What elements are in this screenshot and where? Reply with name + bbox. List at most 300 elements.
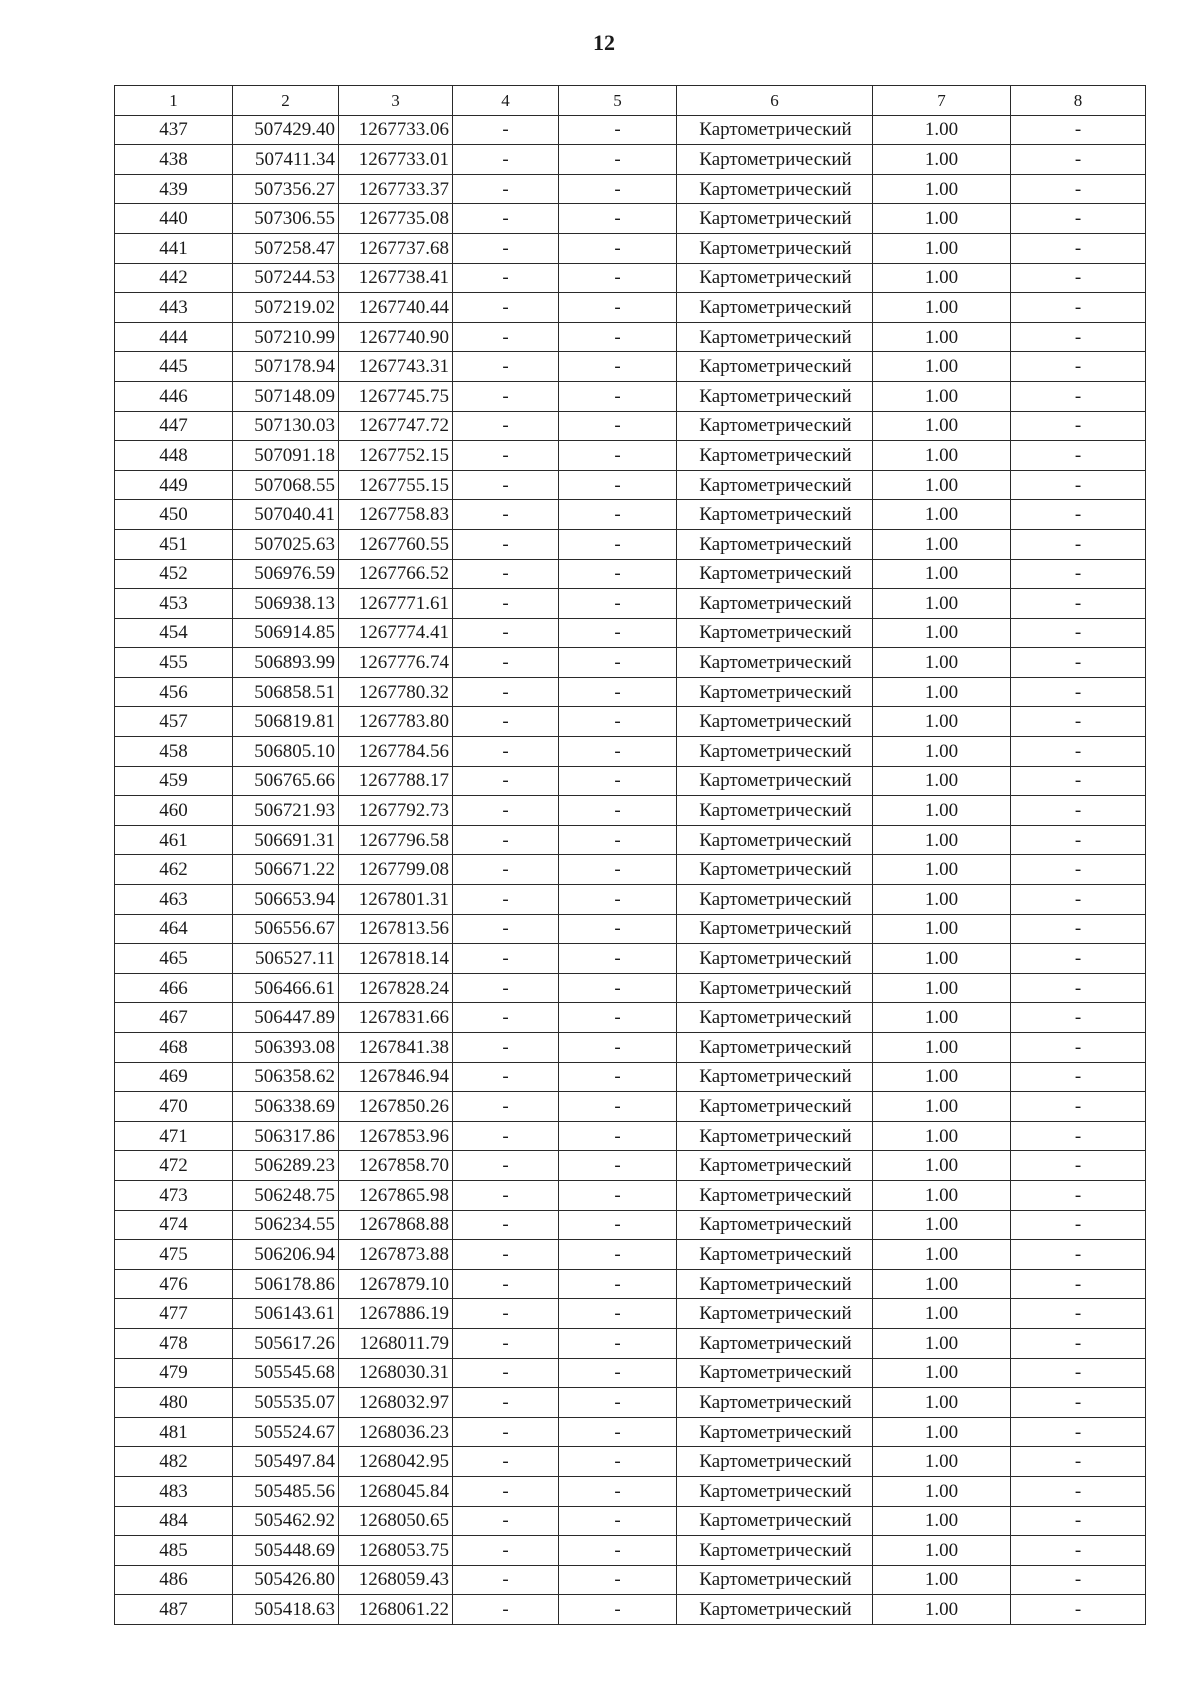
col5-cell: - <box>559 233 677 263</box>
x-coordinate-cell: 506976.59 <box>233 559 339 589</box>
table-row <box>115 1417 1146 1447</box>
accuracy-cell: 1.00 <box>873 766 1011 796</box>
accuracy-cell: 1.00 <box>873 174 1011 204</box>
col8-cell: - <box>1011 1210 1146 1240</box>
x-coordinate-cell: 507148.09 <box>233 381 339 411</box>
accuracy-cell: 1.00 <box>873 411 1011 441</box>
point-number-cell: 471 <box>115 1121 233 1151</box>
col8-cell: - <box>1011 1299 1146 1329</box>
x-coordinate-cell: 505462.92 <box>233 1506 339 1536</box>
col4-cell: - <box>453 1151 559 1181</box>
y-coordinate-cell: 1267760.55 <box>339 529 453 559</box>
col8-cell: - <box>1011 1062 1146 1092</box>
col5-cell: - <box>559 115 677 145</box>
col8-cell: - <box>1011 1565 1146 1595</box>
point-number-cell: 477 <box>115 1299 233 1329</box>
x-coordinate-cell: 506527.11 <box>233 944 339 974</box>
col5-cell: - <box>559 145 677 175</box>
y-coordinate-cell: 1268030.31 <box>339 1358 453 1388</box>
col4-cell: - <box>453 470 559 500</box>
col5-cell: - <box>559 648 677 678</box>
accuracy-cell: 1.00 <box>873 1240 1011 1270</box>
y-coordinate-cell: 1267755.15 <box>339 470 453 500</box>
col8-cell: - <box>1011 145 1146 175</box>
col4-cell: - <box>453 677 559 707</box>
y-coordinate-cell: 1268059.43 <box>339 1565 453 1595</box>
col5-cell: - <box>559 1476 677 1506</box>
point-number-cell: 440 <box>115 204 233 234</box>
point-number-cell: 478 <box>115 1328 233 1358</box>
x-coordinate-cell: 506721.93 <box>233 796 339 826</box>
col8-cell: - <box>1011 1003 1146 1033</box>
point-number-cell: 456 <box>115 677 233 707</box>
col5-cell: - <box>559 1210 677 1240</box>
method-cell: Картометрический <box>677 411 873 441</box>
col8-cell: - <box>1011 204 1146 234</box>
col5-cell: - <box>559 855 677 885</box>
accuracy-cell: 1.00 <box>873 1003 1011 1033</box>
y-coordinate-cell: 1267752.15 <box>339 441 453 471</box>
accuracy-cell: 1.00 <box>873 1180 1011 1210</box>
method-cell: Картометрический <box>677 174 873 204</box>
table-row <box>115 707 1146 737</box>
y-coordinate-cell: 1267846.94 <box>339 1062 453 1092</box>
point-number-cell: 437 <box>115 115 233 145</box>
point-number-cell: 475 <box>115 1240 233 1270</box>
accuracy-cell: 1.00 <box>873 796 1011 826</box>
col4-cell: - <box>453 618 559 648</box>
method-cell: Картометрический <box>677 914 873 944</box>
y-coordinate-cell: 1267733.01 <box>339 145 453 175</box>
method-cell: Картометрический <box>677 1358 873 1388</box>
col5-cell: - <box>559 1328 677 1358</box>
col5-cell: - <box>559 1180 677 1210</box>
method-cell: Картометрический <box>677 1388 873 1418</box>
method-cell: Картометрический <box>677 1240 873 1270</box>
table-row <box>115 1121 1146 1151</box>
y-coordinate-cell: 1267733.37 <box>339 174 453 204</box>
col8-cell: - <box>1011 411 1146 441</box>
point-number-cell: 452 <box>115 559 233 589</box>
point-number-cell: 473 <box>115 1180 233 1210</box>
col8-cell: - <box>1011 589 1146 619</box>
y-coordinate-cell: 1267783.80 <box>339 707 453 737</box>
col8-cell: - <box>1011 677 1146 707</box>
col5-cell: - <box>559 1536 677 1566</box>
accuracy-cell: 1.00 <box>873 352 1011 382</box>
col4-cell: - <box>453 1565 559 1595</box>
y-coordinate-cell: 1267745.75 <box>339 381 453 411</box>
point-number-cell: 479 <box>115 1358 233 1388</box>
col4-cell: - <box>453 352 559 382</box>
x-coordinate-cell: 507130.03 <box>233 411 339 441</box>
accuracy-cell: 1.00 <box>873 1536 1011 1566</box>
col4-cell: - <box>453 293 559 323</box>
method-cell: Картометрический <box>677 796 873 826</box>
x-coordinate-cell: 507306.55 <box>233 204 339 234</box>
col8-cell: - <box>1011 1033 1146 1063</box>
col5-cell: - <box>559 677 677 707</box>
col8-cell: - <box>1011 1536 1146 1566</box>
col4-cell: - <box>453 174 559 204</box>
table-header-row <box>115 86 1146 116</box>
table-row <box>115 145 1146 175</box>
col5-cell: - <box>559 589 677 619</box>
y-coordinate-cell: 1268036.23 <box>339 1417 453 1447</box>
col5-cell: - <box>559 1003 677 1033</box>
y-coordinate-cell: 1267733.06 <box>339 115 453 145</box>
x-coordinate-cell: 505497.84 <box>233 1447 339 1477</box>
col8-cell: - <box>1011 1595 1146 1625</box>
y-coordinate-cell: 1268042.95 <box>339 1447 453 1477</box>
accuracy-cell: 1.00 <box>873 1269 1011 1299</box>
x-coordinate-cell: 506819.81 <box>233 707 339 737</box>
col8-cell: - <box>1011 293 1146 323</box>
table-row <box>115 677 1146 707</box>
table-row <box>115 1595 1146 1625</box>
point-number-cell: 457 <box>115 707 233 737</box>
accuracy-cell: 1.00 <box>873 381 1011 411</box>
col5-cell: - <box>559 1240 677 1270</box>
point-number-cell: 446 <box>115 381 233 411</box>
y-coordinate-cell: 1267858.70 <box>339 1151 453 1181</box>
table-body <box>115 115 1146 1624</box>
x-coordinate-cell: 506358.62 <box>233 1062 339 1092</box>
col8-cell: - <box>1011 174 1146 204</box>
table-row <box>115 1358 1146 1388</box>
col4-cell: - <box>453 1180 559 1210</box>
col8-cell: - <box>1011 973 1146 1003</box>
accuracy-cell: 1.00 <box>873 1595 1011 1625</box>
x-coordinate-cell: 506938.13 <box>233 589 339 619</box>
col5-cell: - <box>559 973 677 1003</box>
x-coordinate-cell: 505485.56 <box>233 1476 339 1506</box>
y-coordinate-cell: 1268061.22 <box>339 1595 453 1625</box>
method-cell: Картометрический <box>677 944 873 974</box>
col8-cell: - <box>1011 1092 1146 1122</box>
col5-cell: - <box>559 1299 677 1329</box>
table-row <box>115 233 1146 263</box>
accuracy-cell: 1.00 <box>873 1565 1011 1595</box>
table-row <box>115 618 1146 648</box>
col8-cell: - <box>1011 1417 1146 1447</box>
method-cell: Картометрический <box>677 707 873 737</box>
accuracy-cell: 1.00 <box>873 1388 1011 1418</box>
col8-cell: - <box>1011 1476 1146 1506</box>
point-number-cell: 483 <box>115 1476 233 1506</box>
col4-cell: - <box>453 145 559 175</box>
col4-cell: - <box>453 1595 559 1625</box>
y-coordinate-cell: 1267738.41 <box>339 263 453 293</box>
y-coordinate-cell: 1267784.56 <box>339 737 453 767</box>
point-number-cell: 461 <box>115 825 233 855</box>
accuracy-cell: 1.00 <box>873 825 1011 855</box>
accuracy-cell: 1.00 <box>873 1447 1011 1477</box>
method-cell: Картометрический <box>677 1003 873 1033</box>
point-number-cell: 481 <box>115 1417 233 1447</box>
column-header: 7 <box>873 86 1011 116</box>
y-coordinate-cell: 1267735.08 <box>339 204 453 234</box>
accuracy-cell: 1.00 <box>873 1417 1011 1447</box>
col8-cell: - <box>1011 1388 1146 1418</box>
point-number-cell: 448 <box>115 441 233 471</box>
point-number-cell: 445 <box>115 352 233 382</box>
accuracy-cell: 1.00 <box>873 648 1011 678</box>
x-coordinate-cell: 506289.23 <box>233 1151 339 1181</box>
point-number-cell: 443 <box>115 293 233 323</box>
col8-cell: - <box>1011 618 1146 648</box>
y-coordinate-cell: 1267771.61 <box>339 589 453 619</box>
col5-cell: - <box>559 204 677 234</box>
method-cell: Картометрический <box>677 648 873 678</box>
y-coordinate-cell: 1268053.75 <box>339 1536 453 1566</box>
point-number-cell: 482 <box>115 1447 233 1477</box>
column-header: 5 <box>559 86 677 116</box>
col8-cell: - <box>1011 825 1146 855</box>
col4-cell: - <box>453 529 559 559</box>
table-row <box>115 589 1146 619</box>
col8-cell: - <box>1011 1180 1146 1210</box>
col4-cell: - <box>453 1476 559 1506</box>
method-cell: Картометрический <box>677 1180 873 1210</box>
point-number-cell: 458 <box>115 737 233 767</box>
col8-cell: - <box>1011 233 1146 263</box>
point-number-cell: 484 <box>115 1506 233 1536</box>
method-cell: Картометрический <box>677 1062 873 1092</box>
method-cell: Картометрический <box>677 1536 873 1566</box>
x-coordinate-cell: 506914.85 <box>233 618 339 648</box>
x-coordinate-cell: 505617.26 <box>233 1328 339 1358</box>
method-cell: Картометрический <box>677 618 873 648</box>
accuracy-cell: 1.00 <box>873 1506 1011 1536</box>
col5-cell: - <box>559 1121 677 1151</box>
col4-cell: - <box>453 1328 559 1358</box>
col5-cell: - <box>559 322 677 352</box>
method-cell: Картометрический <box>677 737 873 767</box>
table-row <box>115 1033 1146 1063</box>
accuracy-cell: 1.00 <box>873 885 1011 915</box>
table-row <box>115 1299 1146 1329</box>
method-cell: Картометрический <box>677 263 873 293</box>
col4-cell: - <box>453 766 559 796</box>
table-row <box>115 796 1146 826</box>
accuracy-cell: 1.00 <box>873 707 1011 737</box>
col8-cell: - <box>1011 885 1146 915</box>
col4-cell: - <box>453 1506 559 1536</box>
point-number-cell: 474 <box>115 1210 233 1240</box>
point-number-cell: 470 <box>115 1092 233 1122</box>
col5-cell: - <box>559 381 677 411</box>
x-coordinate-cell: 506206.94 <box>233 1240 339 1270</box>
y-coordinate-cell: 1268050.65 <box>339 1506 453 1536</box>
x-coordinate-cell: 506234.55 <box>233 1210 339 1240</box>
x-coordinate-cell: 506805.10 <box>233 737 339 767</box>
col8-cell: - <box>1011 944 1146 974</box>
col4-cell: - <box>453 1299 559 1329</box>
table-row <box>115 1180 1146 1210</box>
method-cell: Картометрический <box>677 559 873 589</box>
col4-cell: - <box>453 1447 559 1477</box>
method-cell: Картометрический <box>677 1033 873 1063</box>
col5-cell: - <box>559 796 677 826</box>
col5-cell: - <box>559 441 677 471</box>
method-cell: Картометрический <box>677 885 873 915</box>
col8-cell: - <box>1011 381 1146 411</box>
x-coordinate-cell: 507025.63 <box>233 529 339 559</box>
col5-cell: - <box>559 1033 677 1063</box>
method-cell: Картометрический <box>677 1417 873 1447</box>
col4-cell: - <box>453 115 559 145</box>
x-coordinate-cell: 505545.68 <box>233 1358 339 1388</box>
y-coordinate-cell: 1267747.72 <box>339 411 453 441</box>
table-row <box>115 204 1146 234</box>
accuracy-cell: 1.00 <box>873 322 1011 352</box>
col4-cell: - <box>453 796 559 826</box>
col8-cell: - <box>1011 1269 1146 1299</box>
method-cell: Картометрический <box>677 470 873 500</box>
x-coordinate-cell: 507411.34 <box>233 145 339 175</box>
col8-cell: - <box>1011 529 1146 559</box>
coordinates-table <box>114 85 1146 1625</box>
col5-cell: - <box>559 352 677 382</box>
x-coordinate-cell: 507219.02 <box>233 293 339 323</box>
y-coordinate-cell: 1267776.74 <box>339 648 453 678</box>
accuracy-cell: 1.00 <box>873 589 1011 619</box>
x-coordinate-cell: 507258.47 <box>233 233 339 263</box>
table-row <box>115 322 1146 352</box>
x-coordinate-cell: 506317.86 <box>233 1121 339 1151</box>
point-number-cell: 487 <box>115 1595 233 1625</box>
col8-cell: - <box>1011 1328 1146 1358</box>
col5-cell: - <box>559 293 677 323</box>
point-number-cell: 467 <box>115 1003 233 1033</box>
col5-cell: - <box>559 559 677 589</box>
col8-cell: - <box>1011 707 1146 737</box>
y-coordinate-cell: 1267796.58 <box>339 825 453 855</box>
y-coordinate-cell: 1267853.96 <box>339 1121 453 1151</box>
accuracy-cell: 1.00 <box>873 973 1011 1003</box>
method-cell: Картометрический <box>677 1595 873 1625</box>
y-coordinate-cell: 1268032.97 <box>339 1388 453 1418</box>
col5-cell: - <box>559 174 677 204</box>
col5-cell: - <box>559 1565 677 1595</box>
accuracy-cell: 1.00 <box>873 855 1011 885</box>
col8-cell: - <box>1011 737 1146 767</box>
col8-cell: - <box>1011 263 1146 293</box>
col4-cell: - <box>453 825 559 855</box>
y-coordinate-cell: 1267873.88 <box>339 1240 453 1270</box>
col4-cell: - <box>453 322 559 352</box>
table-row <box>115 1328 1146 1358</box>
method-cell: Картометрический <box>677 1121 873 1151</box>
col4-cell: - <box>453 1121 559 1151</box>
table-row <box>115 1062 1146 1092</box>
x-coordinate-cell: 506447.89 <box>233 1003 339 1033</box>
method-cell: Картометрический <box>677 293 873 323</box>
method-cell: Картометрический <box>677 1269 873 1299</box>
accuracy-cell: 1.00 <box>873 529 1011 559</box>
point-number-cell: 469 <box>115 1062 233 1092</box>
x-coordinate-cell: 506338.69 <box>233 1092 339 1122</box>
col5-cell: - <box>559 1417 677 1447</box>
col4-cell: - <box>453 1062 559 1092</box>
column-header: 2 <box>233 86 339 116</box>
col5-cell: - <box>559 825 677 855</box>
x-coordinate-cell: 505448.69 <box>233 1536 339 1566</box>
col5-cell: - <box>559 1269 677 1299</box>
accuracy-cell: 1.00 <box>873 944 1011 974</box>
col8-cell: - <box>1011 796 1146 826</box>
method-cell: Картометрический <box>677 589 873 619</box>
table-row <box>115 1269 1146 1299</box>
col5-cell: - <box>559 618 677 648</box>
col4-cell: - <box>453 1033 559 1063</box>
y-coordinate-cell: 1267774.41 <box>339 618 453 648</box>
point-number-cell: 464 <box>115 914 233 944</box>
x-coordinate-cell: 506178.86 <box>233 1269 339 1299</box>
x-coordinate-cell: 505535.07 <box>233 1388 339 1418</box>
x-coordinate-cell: 506691.31 <box>233 825 339 855</box>
point-number-cell: 485 <box>115 1536 233 1566</box>
col5-cell: - <box>559 707 677 737</box>
table-row <box>115 470 1146 500</box>
point-number-cell: 441 <box>115 233 233 263</box>
col8-cell: - <box>1011 500 1146 530</box>
accuracy-cell: 1.00 <box>873 737 1011 767</box>
col5-cell: - <box>559 1151 677 1181</box>
col8-cell: - <box>1011 648 1146 678</box>
accuracy-cell: 1.00 <box>873 204 1011 234</box>
method-cell: Картометрический <box>677 204 873 234</box>
method-cell: Картометрический <box>677 529 873 559</box>
accuracy-cell: 1.00 <box>873 470 1011 500</box>
accuracy-cell: 1.00 <box>873 914 1011 944</box>
point-number-cell: 455 <box>115 648 233 678</box>
point-number-cell: 465 <box>115 944 233 974</box>
col8-cell: - <box>1011 115 1146 145</box>
point-number-cell: 442 <box>115 263 233 293</box>
accuracy-cell: 1.00 <box>873 145 1011 175</box>
column-header: 1 <box>115 86 233 116</box>
table-row <box>115 500 1146 530</box>
method-cell: Картометрический <box>677 1151 873 1181</box>
table-row <box>115 1092 1146 1122</box>
table-row <box>115 648 1146 678</box>
method-cell: Картометрический <box>677 1328 873 1358</box>
accuracy-cell: 1.00 <box>873 677 1011 707</box>
table-row <box>115 1210 1146 1240</box>
col4-cell: - <box>453 559 559 589</box>
col4-cell: - <box>453 1240 559 1270</box>
y-coordinate-cell: 1267801.31 <box>339 885 453 915</box>
table-row <box>115 825 1146 855</box>
x-coordinate-cell: 506765.66 <box>233 766 339 796</box>
method-cell: Картометрический <box>677 115 873 145</box>
table-row <box>115 559 1146 589</box>
col4-cell: - <box>453 973 559 1003</box>
col5-cell: - <box>559 1506 677 1536</box>
col5-cell: - <box>559 1062 677 1092</box>
col4-cell: - <box>453 885 559 915</box>
col4-cell: - <box>453 1210 559 1240</box>
col5-cell: - <box>559 529 677 559</box>
point-number-cell: 486 <box>115 1565 233 1595</box>
table-row <box>115 944 1146 974</box>
accuracy-cell: 1.00 <box>873 1328 1011 1358</box>
col8-cell: - <box>1011 914 1146 944</box>
x-coordinate-cell: 507244.53 <box>233 263 339 293</box>
x-coordinate-cell: 505418.63 <box>233 1595 339 1625</box>
